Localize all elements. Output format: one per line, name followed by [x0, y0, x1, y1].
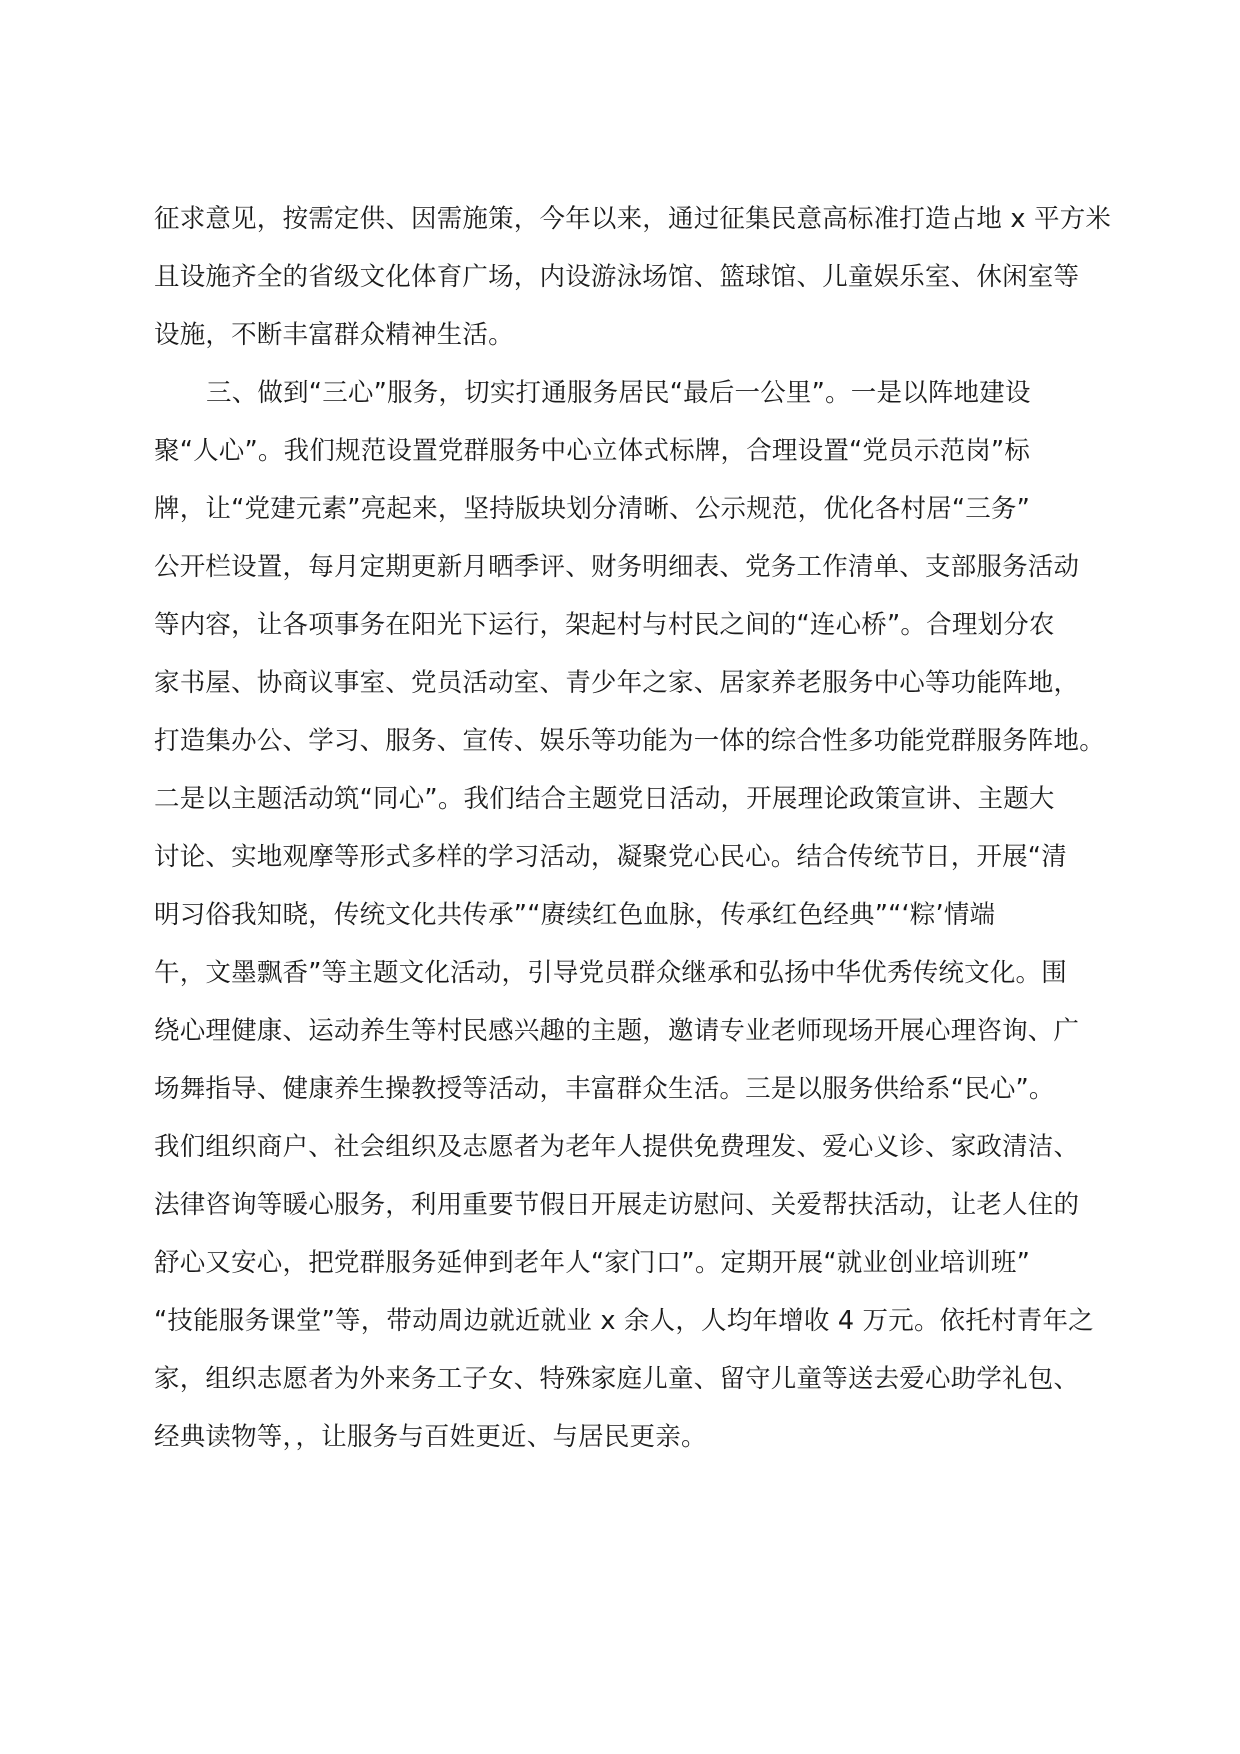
document-body	[154, 190, 1112, 1466]
text-line: 场舞指导、健康养生操教授等活动，丰富群众生活。三是以服务供给系“民心”。	[154, 1074, 1055, 1104]
section-three-heading-line: 三、做到“三心”服务，切实打通服务居民“最后一公里”。一是以阵地建设	[206, 378, 1031, 408]
text-line: 明习俗我知晓，传统文化共传承”“赓续红色血脉，传承红色经典”“‘粽’情端	[154, 900, 996, 930]
text-line: 家书屋、协商议事室、党员活动室、青少年之家、居家养老服务中心等功能阵地，	[154, 668, 1080, 698]
text-line: 我们组织商户、社会组织及志愿者为老年人提供免费理发、爱心义诊、家政清洁、	[154, 1132, 1080, 1162]
text-line: 聚“人心”。我们规范设置党群服务中心立体式标牌，合理设置“党员示范岗”标	[154, 436, 1031, 466]
text-line: 经典读物等，，让服务与百姓更近、与居民更亲。	[154, 1422, 707, 1452]
text-line: 家，组织志愿者为外来务工子女、特殊家庭儿童、留守儿童等送去爱心助学礼包、	[154, 1364, 1080, 1394]
text-line: 征求意见，按需定供、因需施策，今年以来，通过征集民意高标准打造占地 x 平方米	[154, 204, 1112, 234]
text-line: 午，文墨飘香”等主题文化活动，引导党员群众继承和弘扬中华优秀传统文化。围	[154, 958, 1067, 988]
text-line: 绕心理健康、运动养生等村民感兴趣的主题，邀请专业老师现场开展心理咨询、广	[154, 1016, 1080, 1046]
text-line: 且设施齐全的省级文化体育广场，内设游泳场馆、篮球馆、儿童娱乐室、休闲室等	[154, 262, 1080, 292]
text-line: 法律咨询等暖心服务，利用重要节假日开展走访慰问、关爱帮扶活动，让老人住的	[154, 1190, 1080, 1220]
text-line: 二是以主题活动筑“同心”。我们结合主题党日活动，开展理论政策宣讲、主题大	[154, 784, 1055, 814]
text-line: 等内容，让各项事务在阳光下运行，架起村与村民之间的“连心桥”。合理划分农	[154, 610, 1055, 640]
text-line: 公开栏设置，每月定期更新月晒季评、财务明细表、党务工作清单、支部服务活动	[154, 552, 1080, 582]
text-line: 设施，不断丰富群众精神生活。	[154, 320, 514, 350]
text-line: 打造集办公、学习、服务、宣传、娱乐等功能为一体的综合性多功能党群服务阵地。	[154, 726, 1105, 756]
text-line: 舒心又安心，把党群服务延伸到老年人“家门口”。定期开展“就业创业培训班”	[154, 1248, 1031, 1278]
text-line: 讨论、实地观摩等形式多样的学习活动，凝聚党心民心。结合传统节日，开展“清	[154, 842, 1067, 872]
text-line: 牌，让“党建元素”亮起来，坚持版块划分清晰、公示规范，优化各村居“三务”	[154, 494, 1031, 524]
text-line: “技能服务课堂”等，带动周边就近就业 x 余人，人均年增收 4 万元。依托村青年之	[154, 1306, 1094, 1336]
